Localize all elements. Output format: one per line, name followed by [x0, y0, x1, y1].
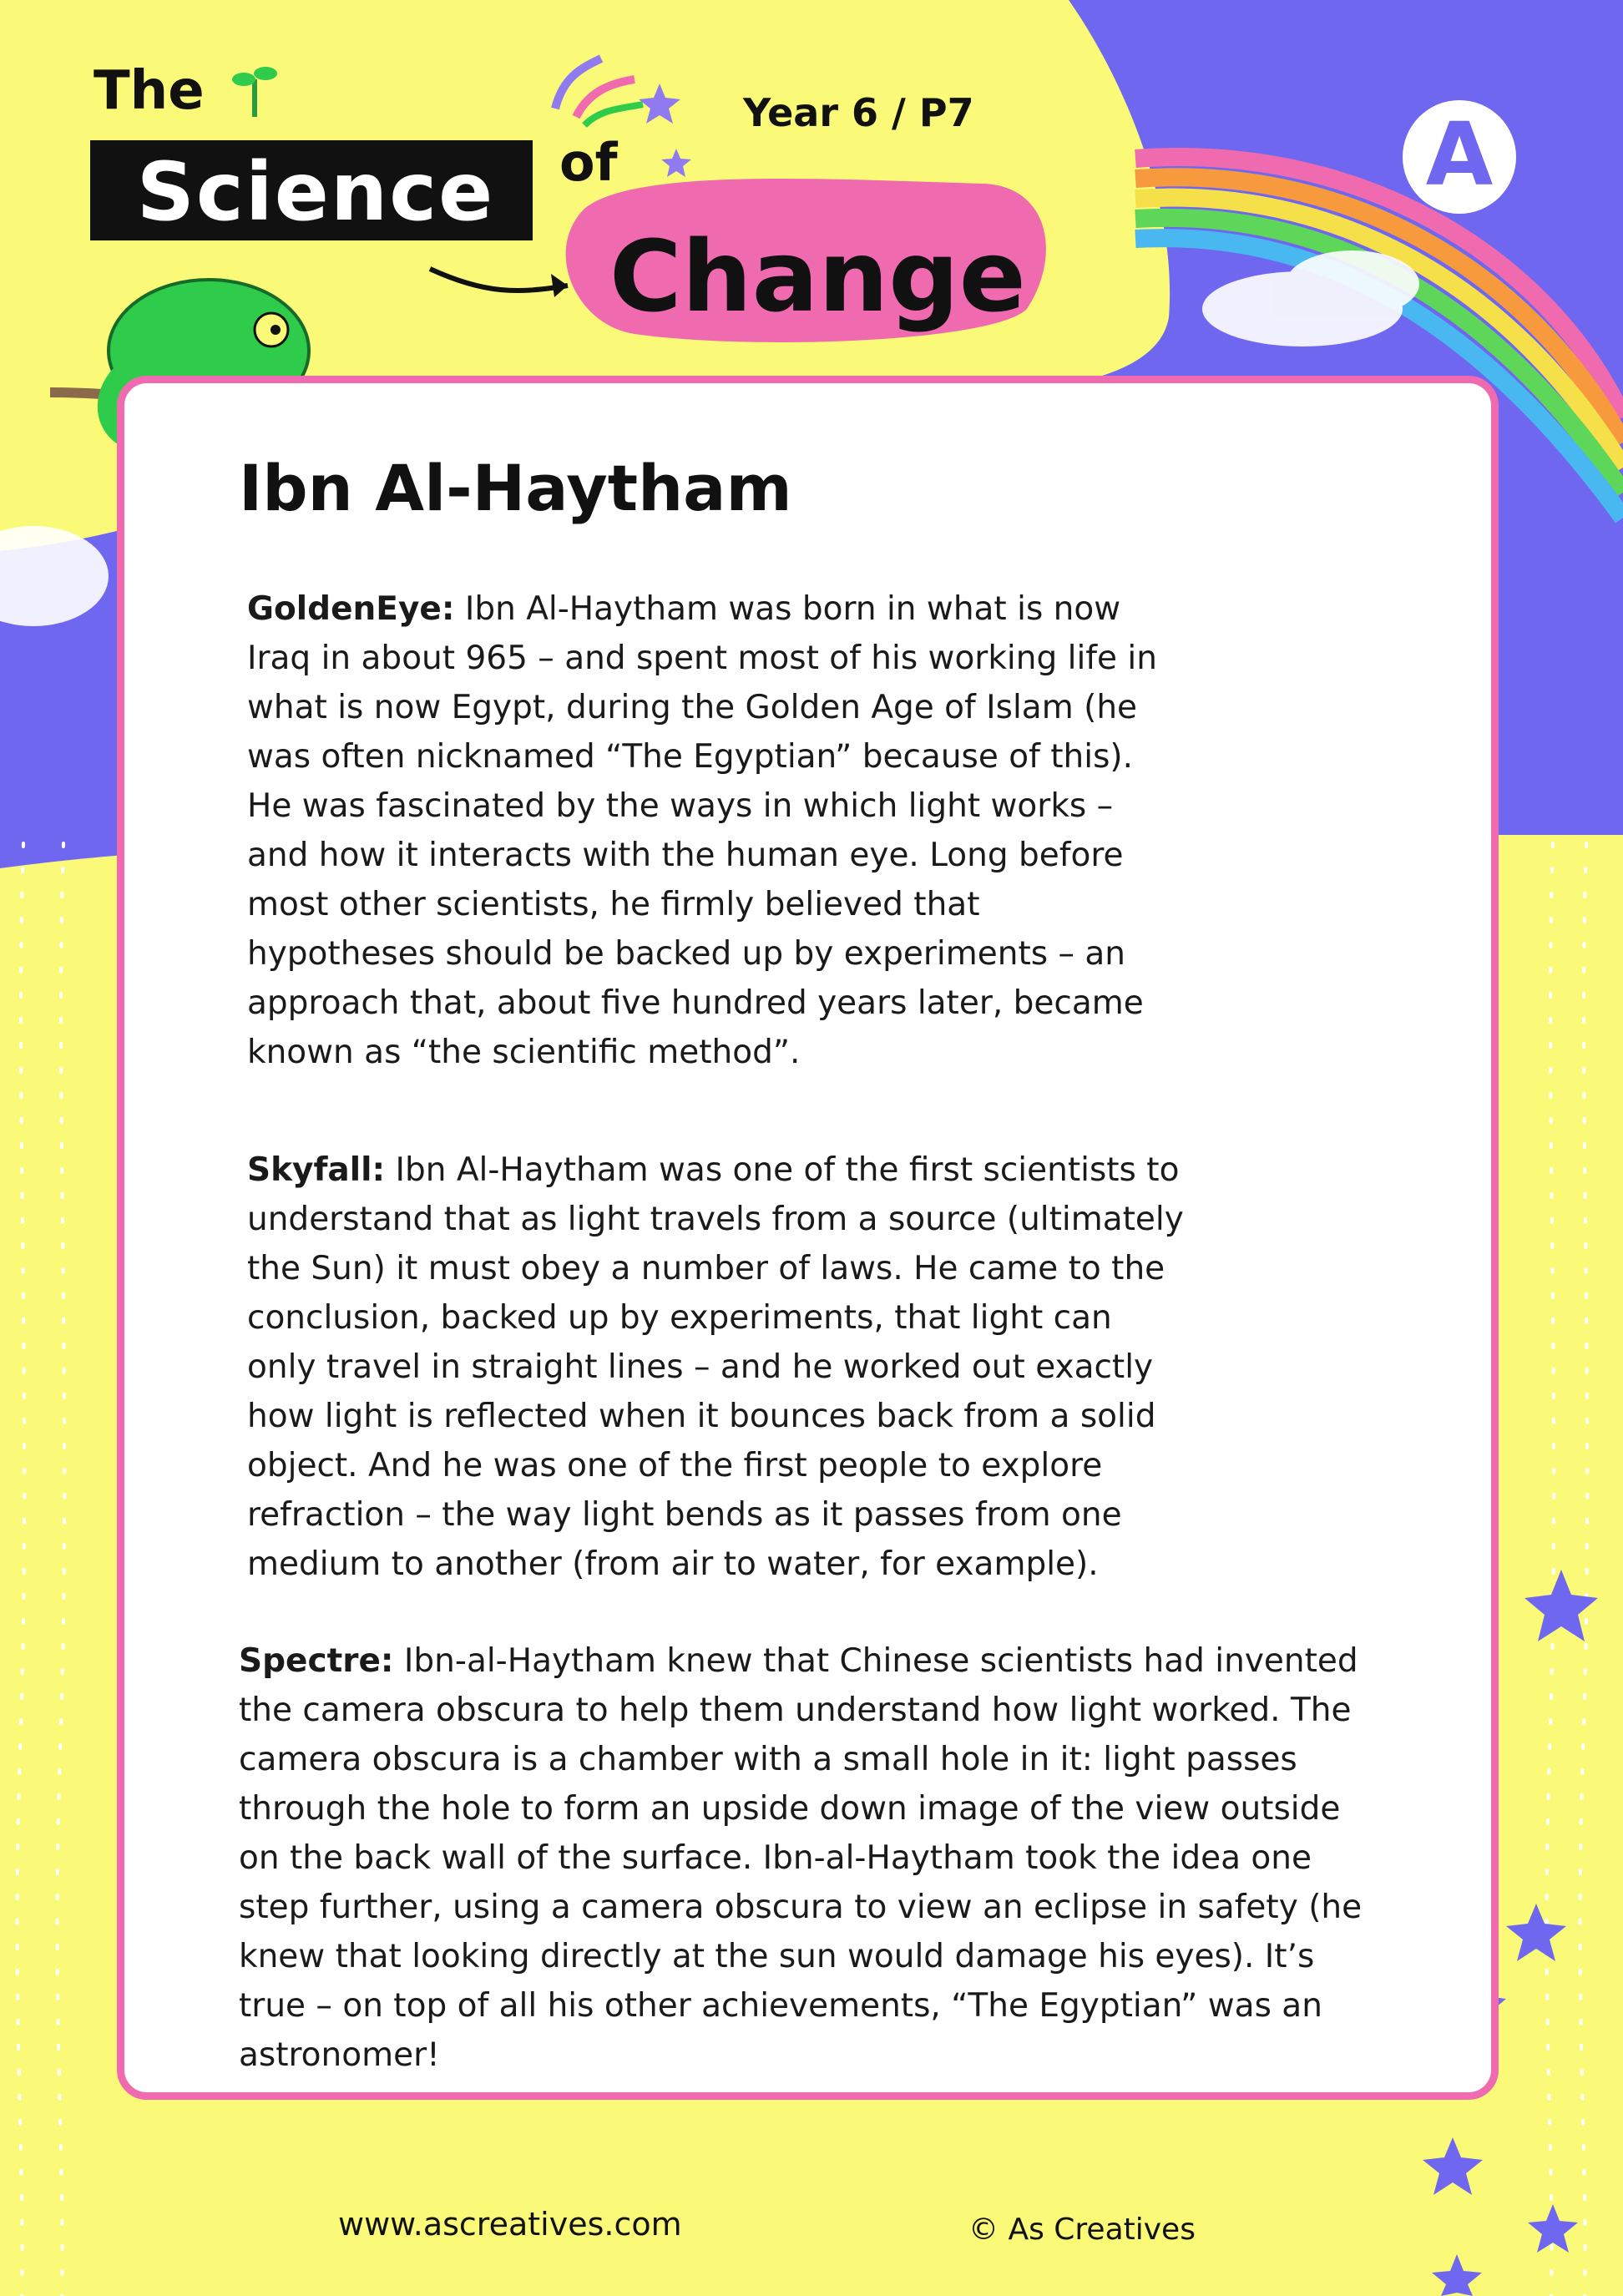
title-the: The — [94, 60, 205, 122]
article-heading: Ibn Al-Haytham — [239, 451, 792, 525]
section-goldeneye — [247, 584, 1165, 1077]
title-science: Science — [136, 145, 495, 239]
section-text: Ibn-al-Haytham knew that Chinese scientists had invented the camera obscura to help them understand how light worked. The camera obscura is a chamber with a small hole in it: light passes through the hole to form an upside down image of the view outside on the back wall of the surface. Ibn-al-Haytham took the idea one step further, using a camera obscura to view an eclipse in safety (he knew that looking directly at the sun would damage his eyes). It’s true – on top of all his other achievements, “The Egyptian” was an astronomer! — [239, 1642, 1363, 2074]
section-text: Ibn Al-Haytham was one of the first scientists to understand that as light travels from a source (ultimately the Sun) it must obey a number of laws. He came to the conclusion, backed up by experiments, that light can only travel in straight lines – and he worked out exactly how light is reflected when it bounces back from a solid object. And he was one of the first people to explore refraction – the way light bends as it passes from one medium to another (from air to water, for example). — [247, 1151, 1184, 1583]
copyright: © As Creatives — [968, 2213, 1196, 2247]
title-of: of — [559, 132, 618, 193]
section-spectre — [239, 1636, 1391, 2080]
year-label: Year 6 / P7 — [743, 90, 974, 135]
section-label: Skyfall: — [247, 1151, 386, 1189]
title-change: Change — [609, 219, 1026, 334]
logo-letter: A — [1425, 104, 1494, 205]
website-link[interactable]: www.ascreatives.com — [338, 2206, 682, 2243]
section-skyfall — [247, 1145, 1191, 1589]
section-text: Ibn Al-Haytham was born in what is now Iraq in about 965 – and spent most of his working life in what is now Egypt, during the Golden Age of Islam (he was often nicknamed “The Egyptian” because of this). He was fascinated by the ways in which light works – and how it interacts with the human eye. Long before most other scientists, he firmly believed that hypotheses should be backed up by experiments – an approach that, about five hundred years later, became known as “the scientific method”. — [247, 590, 1157, 1071]
section-label: GoldenEye: — [247, 590, 455, 628]
cloud-left — [0, 526, 109, 626]
section-label: Spectre: — [239, 1642, 394, 1680]
cloud-right — [1202, 250, 1419, 346]
